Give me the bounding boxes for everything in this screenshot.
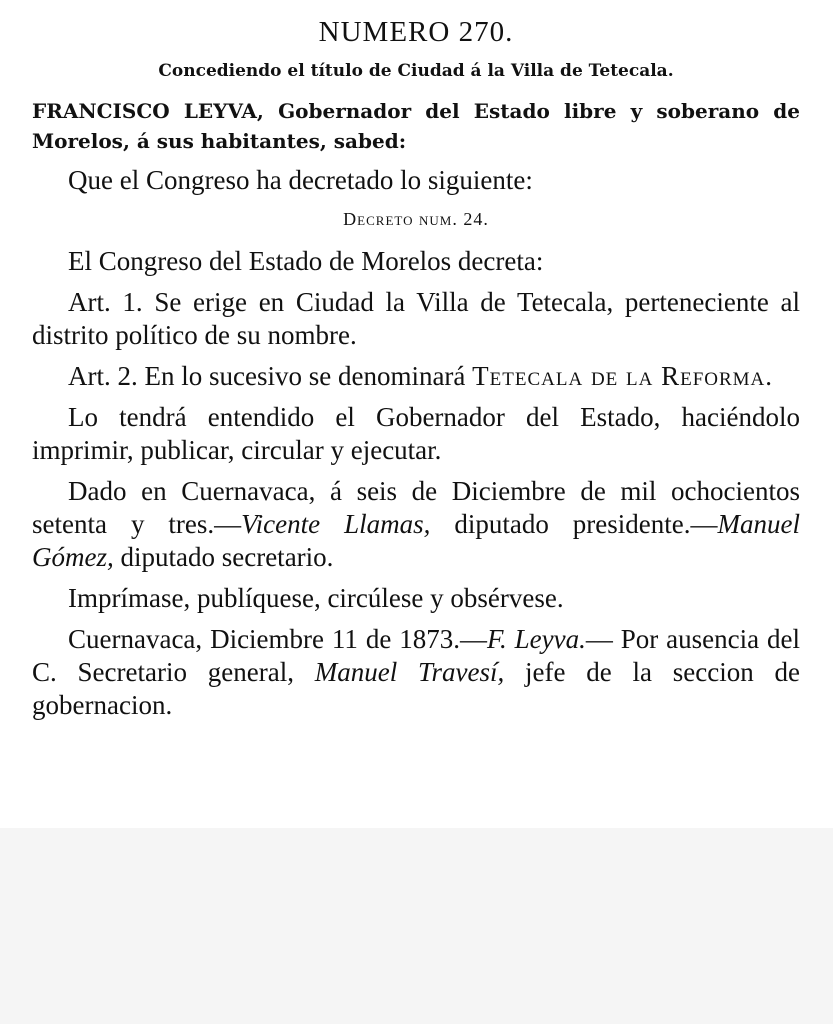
promulgation-paragraph: Imprímase, publíquese, circúlese y obsérvese. [68, 583, 564, 613]
decree-intro-paragraph: El Congreso del Estado de Morelos decreta: [68, 246, 544, 276]
decree-heading: Decreto num. 24. [343, 209, 489, 229]
given-paragraph [32, 475, 800, 574]
governor-address [32, 96, 800, 156]
signature-secretary: Manuel Travesí, [314, 657, 505, 687]
signature-end: jefe de la seccion de gobernacion. [32, 657, 800, 720]
given-mid: diputado presidente.— [430, 509, 718, 539]
intro-paragraph: Que el Congreso ha decretado lo siguiente: [68, 165, 533, 195]
given-text: Dado en Cuernavaca, á seis de Diciembre de mil ochocientos setenta y tres.— [32, 476, 800, 539]
signature-mid: — Por ausencia del C. Secretario general, [32, 624, 801, 687]
article-2-city-name: Tetecala de la Reforma. [472, 361, 774, 391]
signature-governor: F. Leyva. [486, 624, 586, 654]
signature-place-date: Cuernavaca, Diciembre 11 de 1873.— [68, 624, 487, 654]
president-name: Vicente Llamas, [241, 509, 431, 539]
given-end: diputado secretario. [113, 542, 334, 572]
governor-name: FRANCISCO LEYVA, [32, 99, 264, 123]
article-2 [32, 360, 800, 393]
decree-number-title: NUMERO 270. [318, 16, 514, 48]
enforcement-paragraph: Lo tendrá entendido el Gobernador del Estado, haciéndolo imprimir, publicar, circular y ejecutar. [32, 402, 800, 465]
article-2-text: Art. 2. En lo sucesivo se denominará [68, 361, 473, 391]
decree-subtitle: Concediendo el título de Ciudad á la Villa de Tetecala. [158, 61, 674, 81]
article-1: Art. 1. Se erige en Ciudad la Villa de Tetecala, perteneciente al distrito político de su nombre. [32, 287, 800, 350]
signature-paragraph [32, 623, 800, 722]
secretary-name: Manuel Gómez, [32, 509, 800, 572]
decree-text [32, 14, 800, 730]
governor-address-rest: Gobernador del Estado libre y soberano de Morelos, á sus habitantes, sabed: [32, 99, 800, 153]
